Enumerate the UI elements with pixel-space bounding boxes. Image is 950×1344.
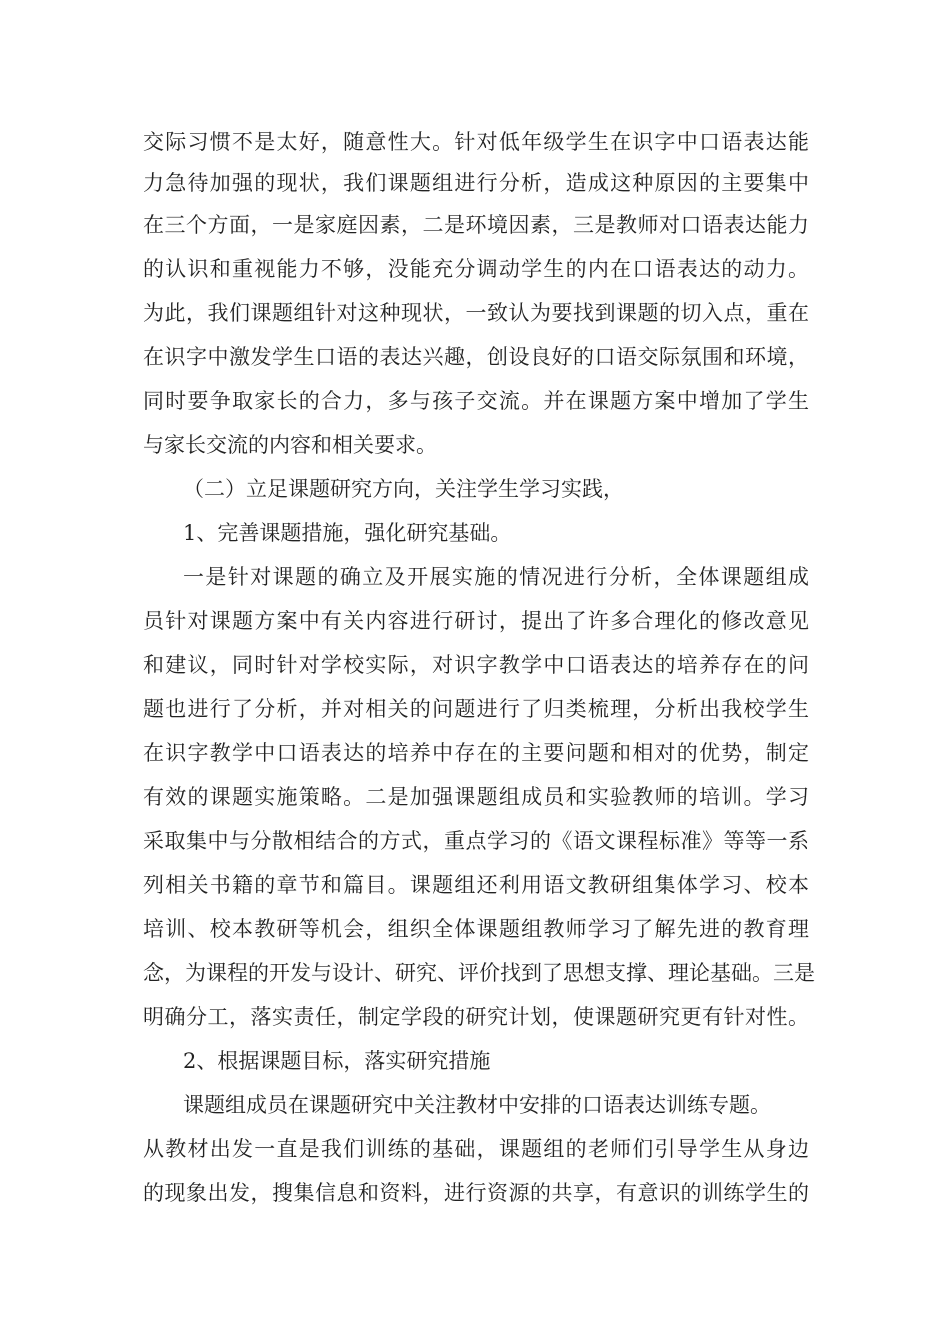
body-text-line: 念，为课程的开发与设计、研究、评价找到了思想支撑、理论基础。三是 bbox=[143, 961, 815, 985]
body-text-line: 列相关书籍的章节和篇目。课题组还利用语文教研组集体学习、校本 bbox=[143, 873, 809, 897]
body-text-line: 交际习惯不是太好，随意性大。针对低年级学生在识字中口语表达能 bbox=[143, 130, 809, 154]
body-text-line: 同时要争取家长的合力，多与孩子交流。并在课题方案中增加了学生 bbox=[143, 389, 809, 413]
body-text-line: 采取集中与分散相结合的方式，重点学习的《语文课程标准》等等一系 bbox=[143, 829, 809, 853]
body-text-line: 培训、校本教研等机会，组织全体课题组教师学习了解先进的教育理 bbox=[143, 917, 809, 941]
body-text-line: 明确分工，落实责任，制定学段的研究计划，使课题研究更有针对性。 bbox=[143, 1005, 809, 1029]
body-text-line: 员针对课题方案中有关内容进行研讨，提出了许多合理化的修改意见 bbox=[143, 609, 809, 633]
body-text-line: 为此，我们课题组针对这种现状，一致认为要找到课题的切入点，重在 bbox=[143, 301, 809, 325]
subsection-heading: 2、根据课题目标，落实研究措施 bbox=[183, 1049, 491, 1073]
body-text-line: 题也进行了分析，并对相关的问题进行了归类梳理，分析出我校学生 bbox=[143, 697, 809, 721]
section-heading: （二）立足课题研究方向，关注学生学习实践， bbox=[183, 477, 624, 501]
body-text-line: 的现象出发，搜集信息和资料，进行资源的共享，有意识的训练学生的 bbox=[143, 1181, 809, 1205]
body-text-line: 在识字中激发学生口语的表达兴趣，创设良好的口语交际氛围和环境， bbox=[143, 345, 809, 369]
subsection-heading: 1、完善课题措施，强化研究基础。 bbox=[183, 521, 512, 545]
body-text-line: 和建议，同时针对学校实际，对识字教学中口语表达的培养存在的问 bbox=[143, 653, 809, 677]
body-text-line: 力急待加强的现状，我们课题组进行分析，造成这种原因的主要集中 bbox=[143, 171, 809, 195]
body-text-line: 一是针对课题的确立及开展实施的情况进行分析，全体课题组成 bbox=[183, 565, 809, 589]
body-text-line: 与家长交流的内容和相关要求。 bbox=[143, 433, 437, 457]
body-text-line: 在识字教学中口语表达的培养中存在的主要问题和相对的优势，制定 bbox=[143, 741, 809, 765]
body-text-line: 课题组成员在课题研究中关注教材中安排的口语表达训练专题。 bbox=[183, 1093, 771, 1117]
body-text-line: 从教材出发一直是我们训练的基础，课题组的老师们引导学生从身边 bbox=[143, 1137, 809, 1161]
body-text-line: 在三个方面，一是家庭因素，二是环境因素，三是教师对口语表达能力 bbox=[143, 213, 809, 237]
body-text-line: 的认识和重视能力不够，没能充分调动学生的内在口语表达的动力。 bbox=[143, 257, 809, 281]
body-text-line: 有效的课题实施策略。二是加强课题组成员和实验教师的培训。学习 bbox=[143, 785, 809, 809]
